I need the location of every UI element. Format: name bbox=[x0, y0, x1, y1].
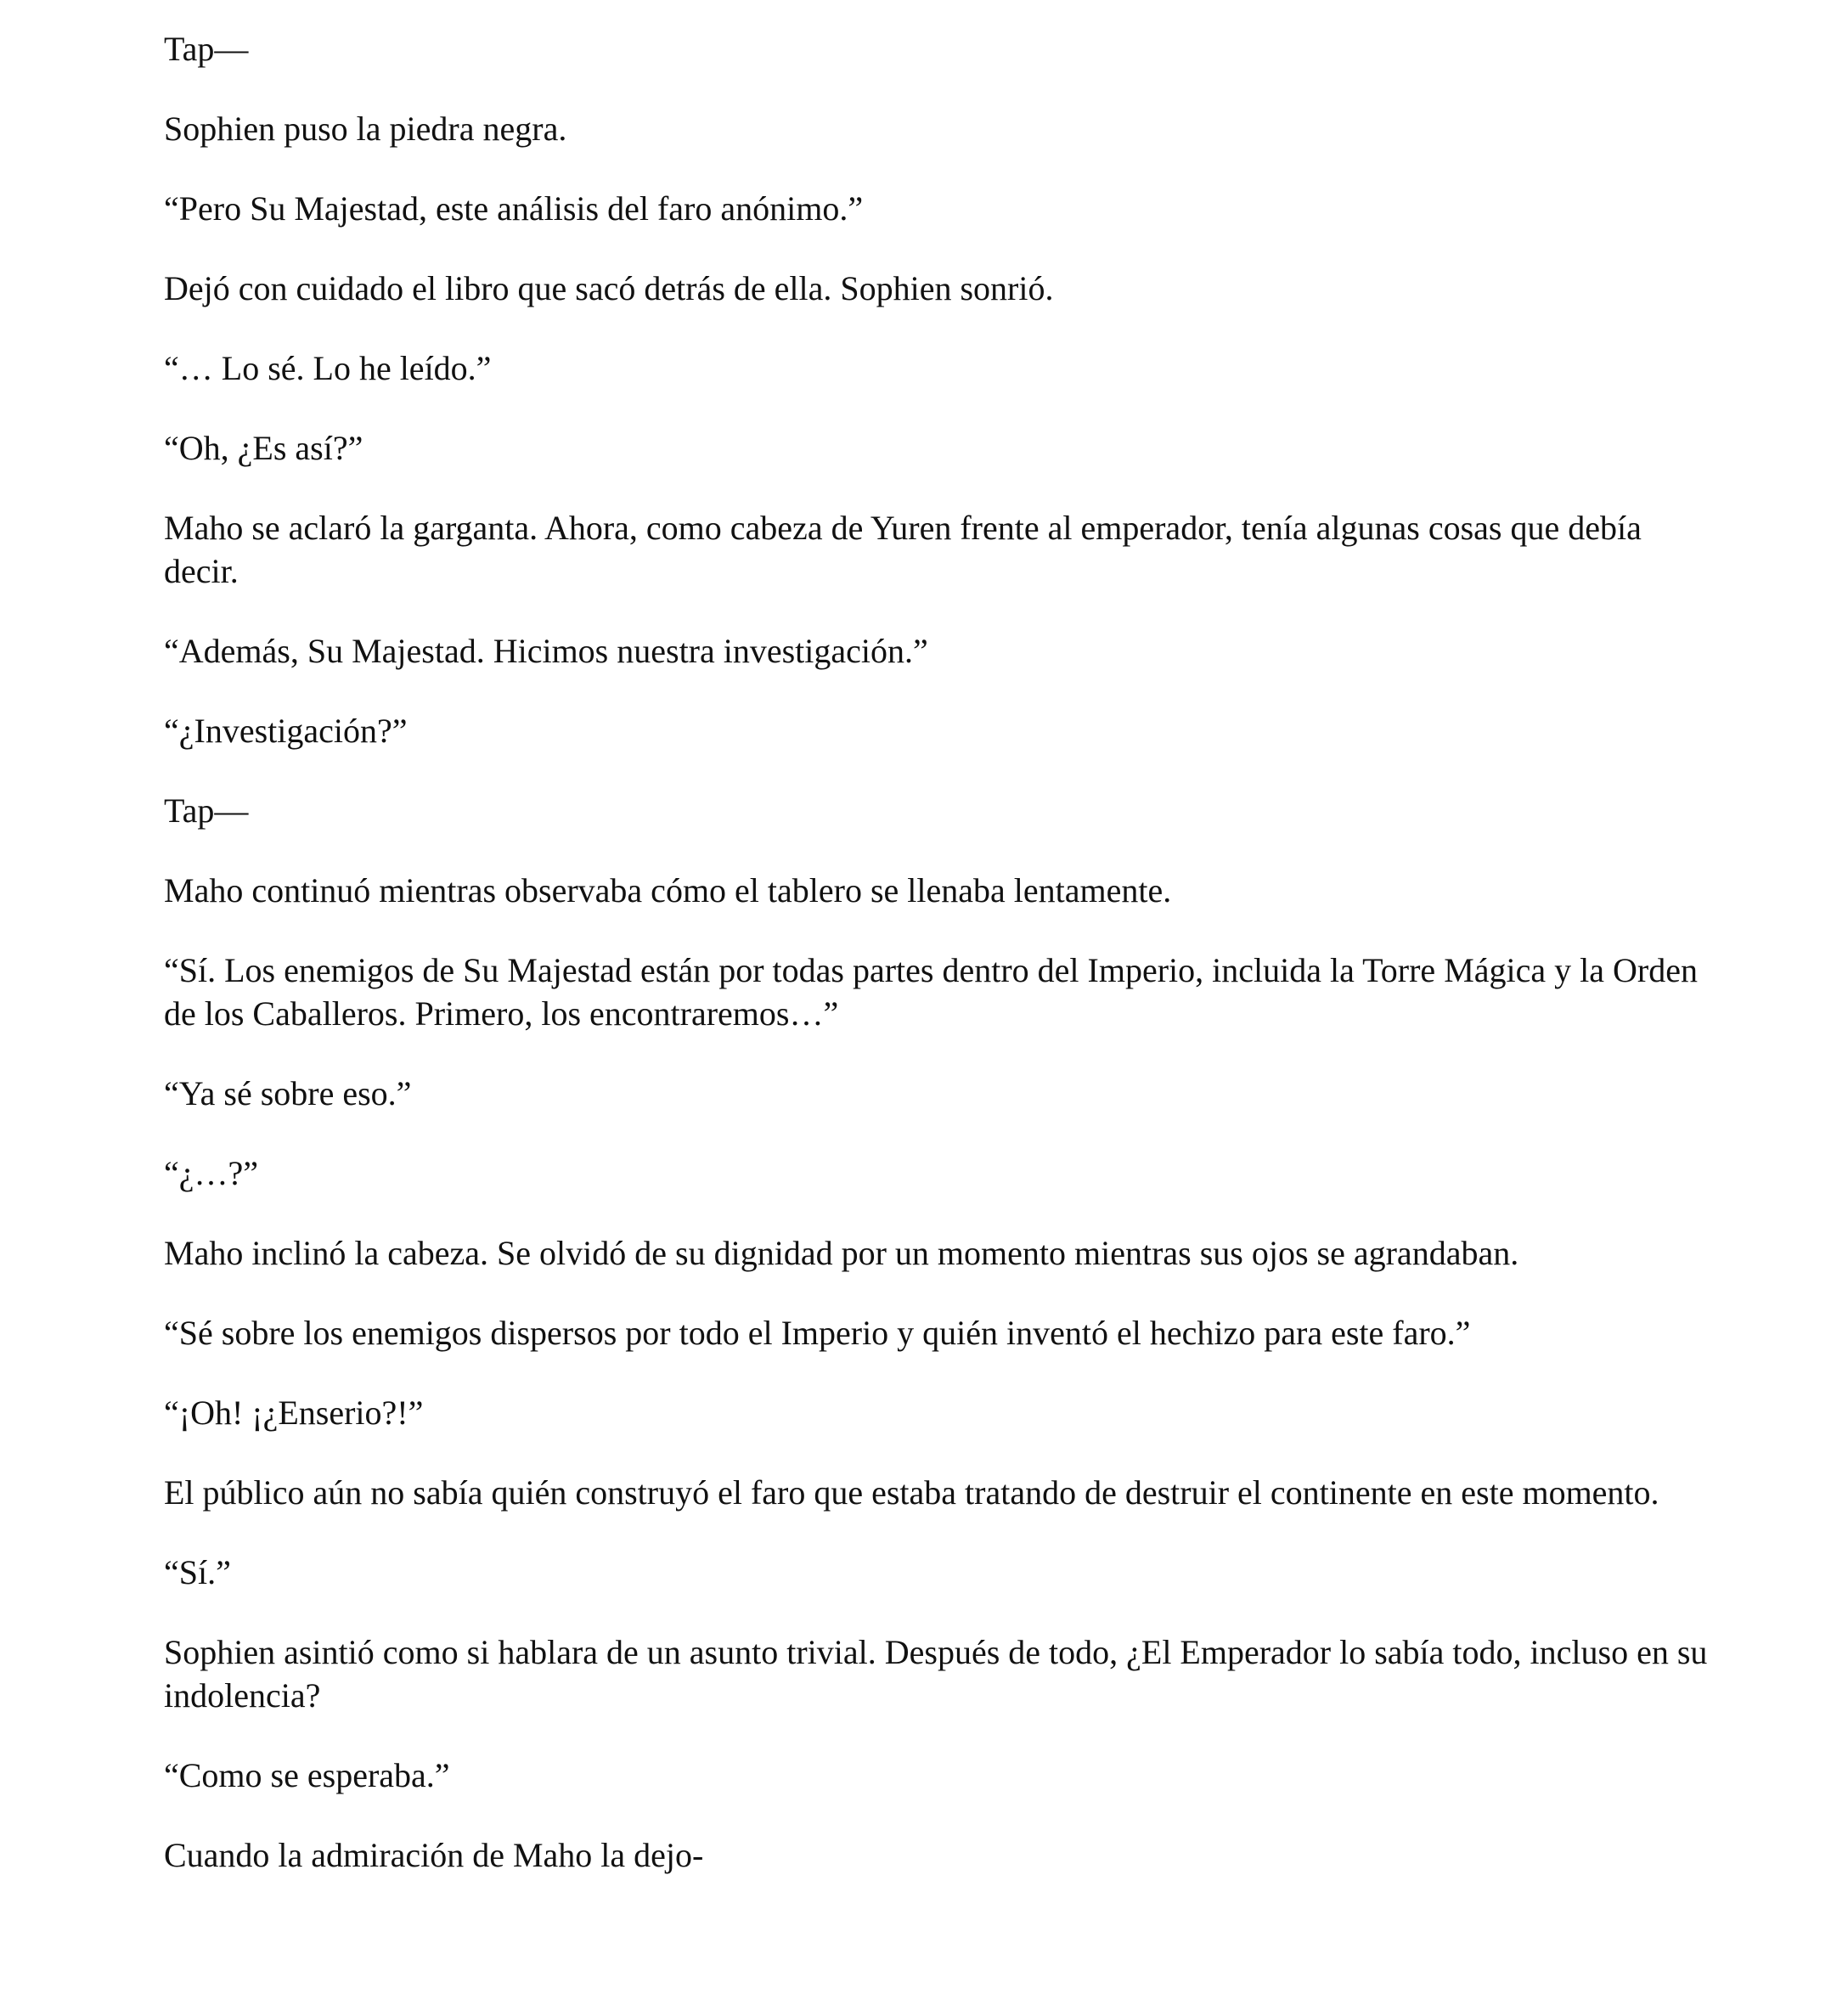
paragraph: “Sé sobre los enemigos dispersos por todo el Imperio y quién inventó el hechizo para este faro.” bbox=[164, 1314, 1471, 1352]
paragraph: “Sí.” bbox=[164, 1553, 231, 1591]
paragraph: Cuando la admiración de Maho la dejo- bbox=[164, 1836, 704, 1874]
paragraph: “… Lo sé. Lo he leído.” bbox=[164, 349, 492, 387]
paragraph: “Oh, ¿Es así?” bbox=[164, 429, 363, 467]
paragraph: Sophien asintió como si hablara de un asunto trivial. Después de todo, ¿El Emperador lo sabía todo, incluso en su indolencia? bbox=[164, 1633, 1708, 1715]
paragraph: “¿…?” bbox=[164, 1154, 259, 1192]
paragraph: Maho se aclaró la garganta. Ahora, como cabeza de Yuren frente al emperador, tenía algunas cosas que debía decir. bbox=[164, 509, 1642, 590]
paragraph: “Sí. Los enemigos de Su Majestad están por todas partes dentro del Imperio, incluida la Torre Mágica y la Orden de los Caballeros. Primero, los encontraremos…” bbox=[164, 951, 1698, 1033]
paragraph: Dejó con cuidado el libro que sacó detrás de ella. Sophien sonrió. bbox=[164, 269, 1054, 307]
paragraph: Maho continuó mientras observaba cómo el tablero se llenaba lentamente. bbox=[164, 871, 1172, 909]
paragraph: “Ya sé sobre eso.” bbox=[164, 1074, 412, 1112]
document-body bbox=[164, 27, 1710, 1913]
paragraph: “Además, Su Majestad. Hicimos nuestra investigación.” bbox=[164, 632, 928, 670]
paragraph: Maho inclinó la cabeza. Se olvidó de su dignidad por un momento mientras sus ojos se agrandaban. bbox=[164, 1234, 1519, 1272]
paragraph: “¡Oh! ¡¿Enserio?!” bbox=[164, 1394, 424, 1432]
paragraph: Sophien puso la piedra negra. bbox=[164, 110, 567, 148]
paragraph: Tap— bbox=[164, 791, 249, 830]
paragraph: “Pero Su Majestad, este análisis del faro anónimo.” bbox=[164, 189, 864, 228]
paragraph: “¿Investigación?” bbox=[164, 712, 408, 750]
paragraph: El público aún no sabía quién construyó el faro que estaba tratando de destruir el continente en este momento. bbox=[164, 1473, 1659, 1512]
paragraph: Tap— bbox=[164, 30, 249, 68]
paragraph: “Como se esperaba.” bbox=[164, 1756, 450, 1794]
